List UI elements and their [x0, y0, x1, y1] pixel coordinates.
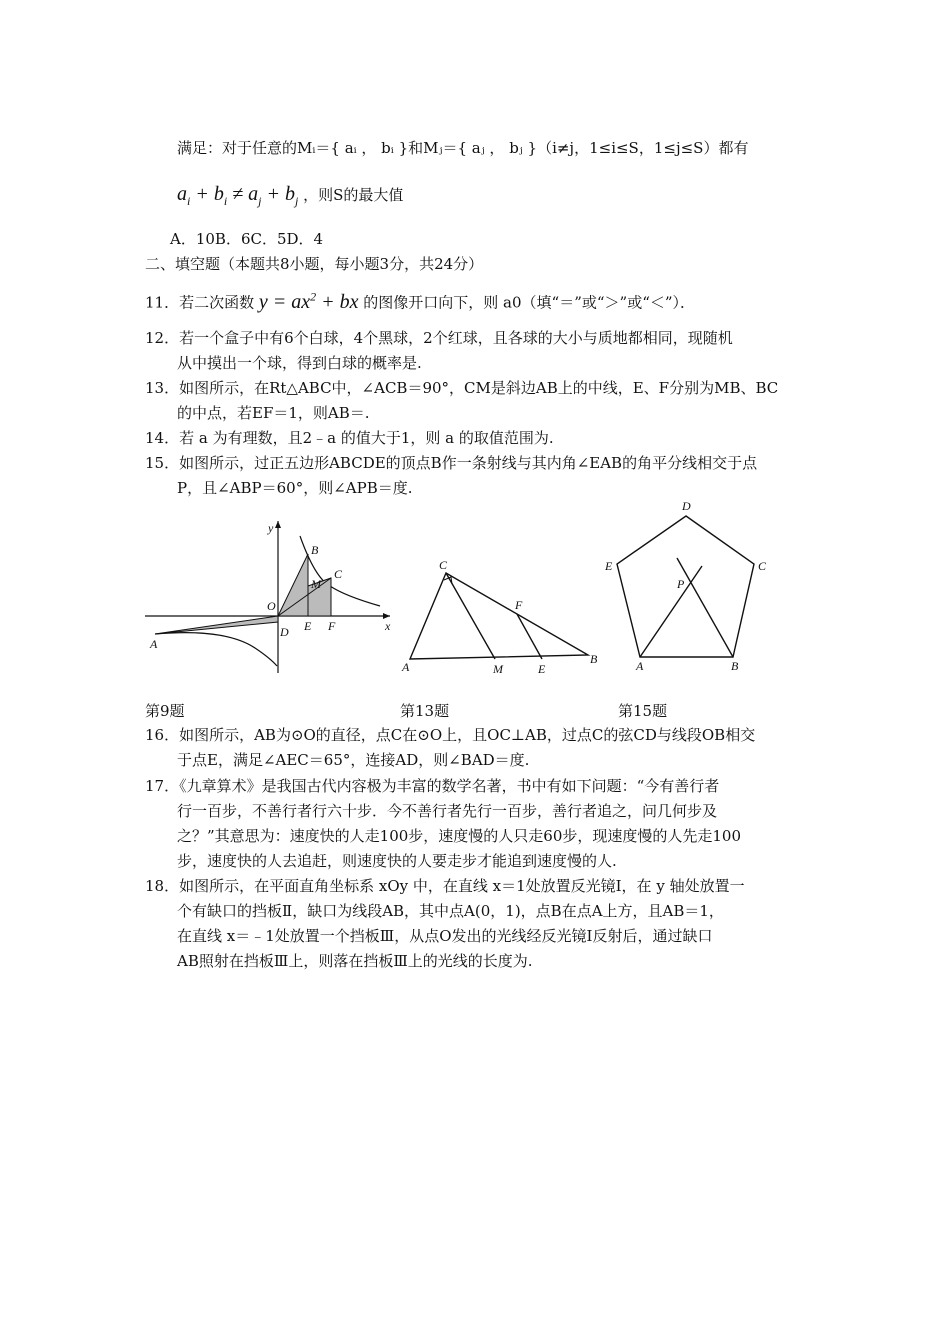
q11-pre: 11．若二次函数	[145, 293, 255, 312]
q16-line2: 于点E，满足∠AEC＝65°，连接AD，则∠BAD＝度.	[177, 751, 530, 769]
label-e: E	[605, 559, 613, 573]
pentagon-abcde	[617, 516, 754, 657]
caption-fig13: 第13题	[400, 702, 450, 720]
q13-line1: 13．如图所示，在Rt△ABC中，∠ACB＝90°，CM是斜边AB上的中线，E、F分别为MB、BC	[145, 379, 779, 397]
label-m: M	[493, 662, 503, 675]
q17-line2: 行一百步，不善行者行六十步．今不善行者先行一百步，善行者追之，问几何步及	[177, 802, 718, 820]
label-d: D	[280, 625, 289, 639]
label-b: B	[311, 543, 319, 557]
caption-fig15: 第15题	[618, 702, 668, 720]
q12-line2: 从中摸出一个球，得到白球的概率是.	[177, 354, 422, 372]
label-a: A	[636, 659, 644, 673]
q15-line2: P，且∠ABP＝60°，则∠APB＝度.	[177, 479, 413, 497]
q12-line1: 12．若一个盒子中有6个白球，4个黑球，2个红球，且各球的大小与质地都相同，现随机	[145, 329, 733, 347]
label-c: C	[334, 567, 343, 581]
label-f: F	[515, 598, 523, 612]
q18-line1: 18．如图所示，在平面直角坐标系 xOy 中，在直线 x＝1处放置反光镜Ⅰ，在 y 轴处放置一	[145, 877, 745, 895]
triangle-obe	[278, 554, 308, 616]
q16-line1: 16．如图所示，AB为⊙O的直径，点C在⊙O上，且OC⊥AB，过点C的弦CD与线段OB相交	[145, 726, 756, 744]
label-b: B	[590, 652, 598, 666]
q10-line2	[177, 183, 403, 212]
q18-line2: 个有缺口的挡板Ⅱ，缺口为线段AB，其中点A(0，1)，点B在点A上方，且AB＝1，	[177, 902, 724, 920]
label-m: M	[311, 577, 321, 591]
hyperbola-branch-2	[155, 633, 277, 666]
label-e: E	[304, 619, 312, 633]
q10-options: A．10B．6C．5D．4	[170, 230, 324, 248]
ray-ap	[640, 566, 702, 657]
q17-line1: 17．《九章算术》是我国古代内容极为丰富的数学名著，书中有如下问题：“今有善行者	[145, 777, 720, 795]
label-e: E	[538, 662, 546, 675]
figure-13	[398, 555, 608, 675]
label-f: F	[328, 619, 336, 633]
label-y: y	[268, 521, 274, 535]
q13-line2: 的中点，若EF＝1，则AB＝.	[177, 404, 370, 422]
q10-line2-text: ，则S的最大值	[303, 186, 404, 204]
figure-9	[145, 518, 395, 678]
triangle-oad	[155, 616, 278, 634]
y-axis-arrow-icon	[275, 521, 281, 528]
label-b: B	[731, 659, 739, 673]
caption-fig9: 第9题	[145, 702, 185, 720]
label-p: P	[677, 577, 685, 591]
section-heading: 二、填空题（本题共8小题，每小题3分，共24分）	[145, 255, 484, 273]
q11-function: $y = ax^2$ + bx	[258, 289, 359, 313]
q10-inequality: $a_i + b_i \ne a_j + b_j$	[177, 183, 299, 208]
q10-line1: 满足：对于任意的Mᵢ＝{ aᵢ ， bᵢ }和Mⱼ＝{ aⱼ ， bⱼ }（i≠j，1≤i≤S，1≤j≤S）都有	[177, 139, 749, 157]
q17-line3: 之？”其意思为：速度快的人走100步，速度慢的人只走60步，现速度慢的人先走100	[177, 827, 742, 845]
q14-line1: 14．若 a 为有理数，且2﹣a 的值大于1，则 a 的取值范围为.	[145, 429, 554, 447]
figure-15	[600, 498, 780, 673]
q18-line3: 在直线 x＝﹣1处放置一个挡板Ⅲ，从点O发出的光线经反光镜Ⅰ反射后，通过缺口	[177, 927, 713, 945]
label-d: D	[682, 499, 691, 513]
label-x: x	[385, 619, 391, 633]
label-c: C	[439, 558, 448, 572]
label-a: A	[402, 660, 410, 674]
label-o: O	[267, 599, 276, 613]
q11	[145, 285, 695, 314]
label-c: C	[758, 559, 767, 573]
segment-cm	[446, 573, 495, 659]
q11-post: 的图像开口向下，则 a0（填“＝”或“＞”或“＜”）．	[363, 293, 696, 312]
ray-bp	[677, 558, 733, 657]
q17-line4: 步，速度快的人去追赶，则速度快的人要走步才能追到速度慢的人.	[177, 852, 617, 870]
q18-line4: AB照射在挡板Ⅲ上，则落在挡板Ⅲ上的光线的长度为.	[177, 952, 533, 970]
label-a: A	[150, 637, 158, 651]
q15-line1: 15．如图所示，过正五边形ABCDE的顶点B作一条射线与其内角∠EAB的角平分线相交于点	[145, 454, 758, 472]
triangle-abc	[410, 573, 588, 659]
